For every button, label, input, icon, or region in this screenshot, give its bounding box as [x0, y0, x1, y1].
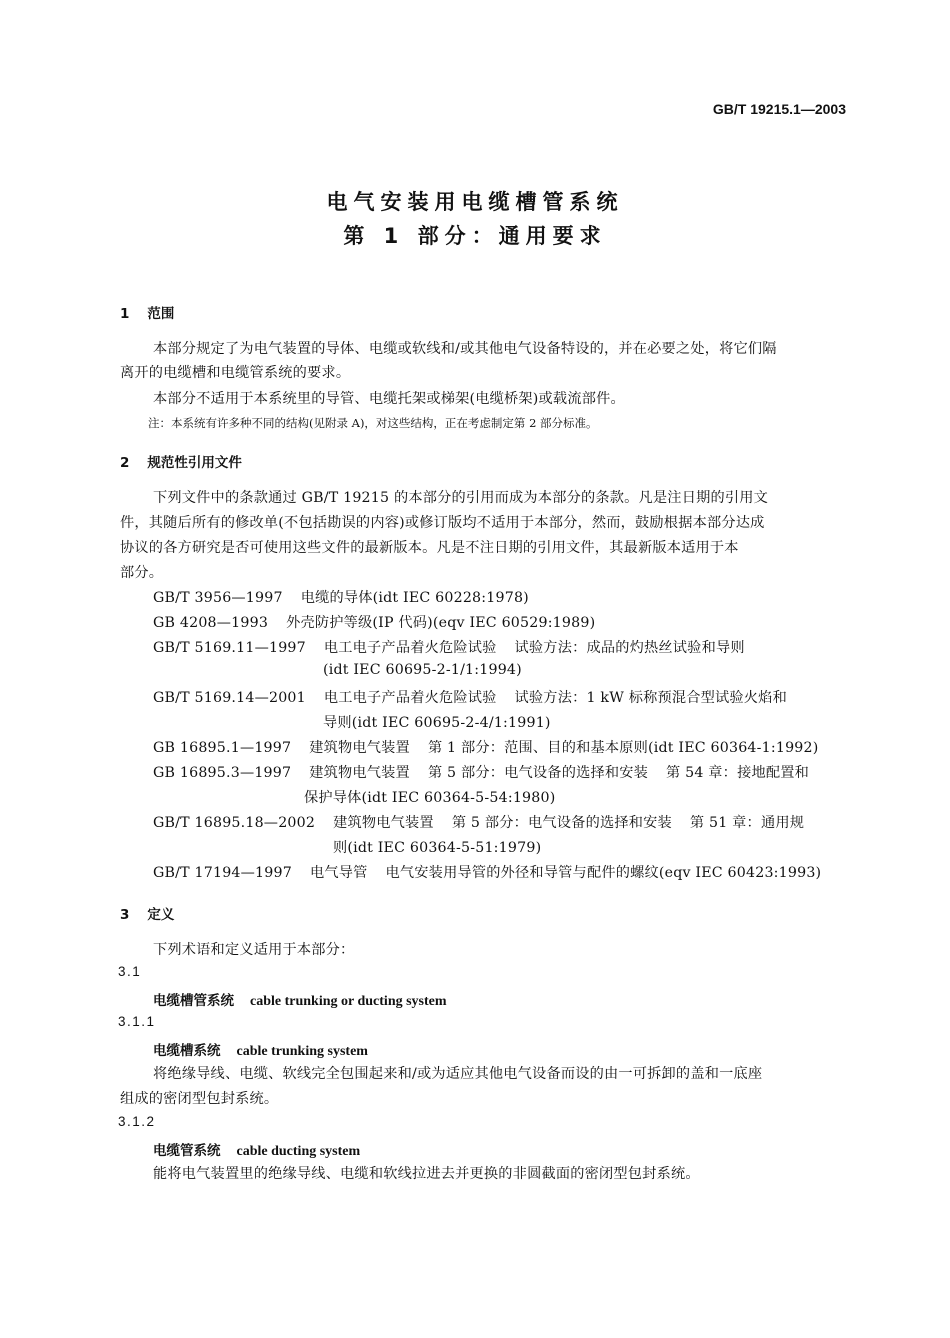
reference-title: 电工电子产品着火危险试验	[323, 690, 497, 706]
note: 注：本系统有许多种不同的结构(见附录 A)，对这些结构，正在考虑制定第 2 部分标准。	[148, 416, 598, 430]
document-title: 电气安装用电缆槽管系统	[326, 190, 624, 214]
term-english: cable ducting system	[236, 1144, 361, 1159]
term-entry	[153, 1039, 368, 1060]
reference-code: GB/T 5169.14—2001	[153, 690, 306, 706]
paragraph-line: 离开的电缆槽和电缆管系统的要求。	[120, 365, 351, 381]
clause-number: 3.1.2	[118, 1114, 156, 1129]
reference-title: 第 1 部分：范围、目的和基本原则(idt IEC 60364-1:1992)	[427, 740, 819, 756]
reference-title: 第 51 章：通用规	[689, 815, 805, 831]
section-title: 规范性引用文件	[147, 455, 242, 471]
term-chinese: 电缆管系统	[153, 1143, 221, 1159]
reference-continuation: 则(idt IEC 60364-5-51:1979)	[333, 840, 542, 856]
reference-title: 电工电子产品着火危险试验	[323, 640, 497, 656]
reference-code: GB 4208—1993	[153, 615, 269, 631]
reference-continuation: 导则(idt IEC 60695-2-4/1:1991)	[323, 715, 551, 731]
reference-code: GB/T 17194—1997	[153, 865, 292, 881]
paragraph-line: 本部分规定了为电气装置的导体、电缆或软线和/或其他电气设备特设的，并在必要之处，将它们隔	[153, 341, 777, 357]
term-english: cable trunking system	[236, 1044, 368, 1059]
paragraph-line: 部分。	[120, 565, 164, 581]
definition-line: 组成的密闭型包封系统。	[120, 1091, 279, 1107]
document-subtitle: 第 1 部分：通用要求	[343, 224, 607, 248]
reference-continuation: (idt IEC 60695-2-1/1:1994)	[323, 662, 522, 678]
section-1-heading	[120, 302, 174, 322]
reference-title: 建筑物电气装置	[309, 765, 410, 781]
reference-code: GB/T 5169.11—1997	[153, 640, 306, 656]
reference-title: 电缆的导体(idt IEC 60228:1978)	[300, 590, 529, 606]
section-title: 范围	[147, 306, 175, 322]
section-number: 1	[120, 306, 130, 322]
reference-title: 第 5 部分：电气设备的选择和安装	[427, 765, 649, 781]
reference-title: 建筑物电气装置	[333, 815, 434, 831]
standard-number: GB/T 19215.1—2003	[712, 101, 846, 117]
term-chinese: 电缆槽系统	[153, 1043, 221, 1059]
reference-item	[153, 587, 529, 607]
section-number: 2	[120, 455, 130, 471]
reference-title: 第 5 部分：电气设备的选择和安装	[451, 815, 672, 831]
reference-title: 第 54 章：接地配置和	[666, 765, 810, 781]
reference-code: GB 16895.1—1997	[153, 740, 292, 756]
reference-item	[153, 812, 804, 832]
paragraph-line: 下列术语和定义适用于本部分：	[153, 942, 355, 958]
term-english: cable trunking or ducting system	[250, 994, 447, 1009]
reference-title: 电气导管	[309, 865, 368, 881]
section-number: 3	[120, 907, 130, 923]
section-title: 定义	[147, 907, 175, 923]
reference-item	[153, 862, 821, 882]
reference-title: 外壳防护等级(IP 代码)(eqv IEC 60529:1989)	[286, 615, 596, 631]
reference-title: 电气安装用导管的外径和导管与配件的螺纹(eqv IEC 60423:1993)	[385, 865, 822, 881]
term-entry	[153, 989, 447, 1010]
reference-code: GB/T 16895.18—2002	[153, 815, 316, 831]
paragraph-line: 件，其随后所有的修改单(不包括勘误的内容)或修订版均不适用于本部分，然而，鼓励根据本部分达成	[120, 515, 765, 531]
reference-code: GB 16895.3—1997	[153, 765, 292, 781]
reference-code: GB/T 3956—1997	[153, 590, 283, 606]
section-3-heading	[120, 903, 174, 923]
paragraph-line: 本部分不适用于本系统里的导管、电缆托架或梯架(电缆桥架)或载流部件。	[153, 391, 625, 407]
definition-line: 将绝缘导线、电缆、软线完全包围起来和/或为适应其他电气设备而设的由一可拆卸的盖和一底座	[153, 1066, 763, 1082]
reference-continuation: 保护导体(idt IEC 60364-5-54:1980)	[304, 790, 556, 806]
reference-item	[153, 612, 595, 632]
reference-item	[153, 687, 787, 707]
reference-item	[153, 737, 819, 757]
clause-number: 3.1	[118, 964, 142, 979]
reference-title: 建筑物电气装置	[309, 740, 410, 756]
reference-title: 试验方法：成品的灼热丝试验和导则	[514, 640, 745, 656]
definition-line: 能将电气装置里的绝缘导线、电缆和软线拉进去并更换的非圆截面的密闭型包封系统。	[153, 1166, 700, 1182]
section-2-heading	[120, 451, 242, 471]
reference-item	[153, 762, 809, 782]
reference-item	[153, 637, 745, 657]
term-chinese: 电缆槽管系统	[153, 993, 234, 1009]
paragraph-line: 协议的各方研究是否可使用这些文件的最新版本。凡是不注日期的引用文件，其最新版本适用于本	[120, 540, 739, 556]
clause-number: 3.1.1	[118, 1014, 156, 1029]
paragraph-line: 下列文件中的条款通过 GB/T 19215 的本部分的引用而成为本部分的条款。凡是注日期的引用文	[153, 490, 769, 506]
term-entry	[153, 1139, 360, 1160]
reference-title: 试验方法：1 kW 标称预混合型试验火焰和	[514, 690, 787, 706]
